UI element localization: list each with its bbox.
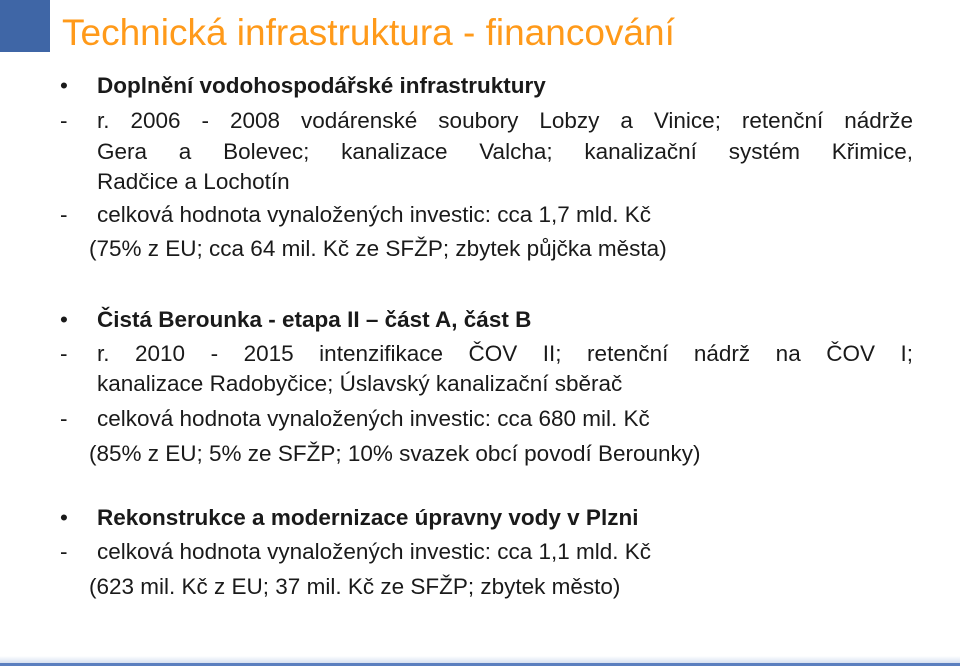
section-3-heading: Rekonstrukce a modernizace úpravny vody v Plzni	[97, 505, 639, 530]
dash-icon: -	[60, 108, 68, 133]
section-1-detail-3: Radčice a Lochotín	[97, 169, 290, 194]
section-1-detail-2: Gera a Bolevec; kanalizace Valcha; kanalizační systém Křimice,	[97, 139, 913, 164]
section-2-cost: celková hodnota vynaložených investic: cca 680 mil. Kč	[97, 406, 650, 431]
section-1-cost: celková hodnota vynaložených investic: cca 1,7 mld. Kč	[97, 202, 652, 227]
section-3-breakdown: (623 mil. Kč z EU; 37 mil. Kč ze SFŽP; zbytek město)	[89, 574, 621, 599]
section-2-breakdown: (85% z EU; 5% ze SFŽP; 10% svazek obcí povodí Berounky)	[89, 441, 701, 466]
section-1-breakdown: (75% z EU; cca 64 mil. Kč ze SFŽP; zbytek půjčka města)	[89, 236, 667, 261]
dash-icon: -	[60, 406, 68, 431]
dash-icon: -	[60, 341, 68, 366]
dash-icon: -	[60, 539, 68, 564]
section-1-detail-1: r. 2006 - 2008 vodárenské soubory Lobzy a Vinice; retenční nádrže	[97, 108, 913, 133]
section-3-cost: celková hodnota vynaložených investic: cca 1,1 mld. Kč	[97, 539, 652, 564]
section-2-heading: Čistá Berounka - etapa II – část A, část B	[97, 307, 532, 332]
section-2-detail-1: r. 2010 - 2015 intenzifikace ČOV II; retenční nádrž na ČOV I;	[97, 341, 913, 366]
slide-title: Technická infrastruktura - financování	[62, 12, 675, 53]
section-1-heading: Doplnění vodohospodářské infrastruktury	[97, 73, 546, 98]
bullet-icon: •	[60, 505, 68, 530]
dash-icon: -	[60, 202, 68, 227]
bullet-icon: •	[60, 307, 68, 332]
section-2-detail-2: kanalizace Radobyčice; Úslavský kanalizační sběrač	[97, 371, 623, 396]
corner-accent-square	[0, 0, 50, 52]
bullet-icon: •	[60, 73, 68, 98]
